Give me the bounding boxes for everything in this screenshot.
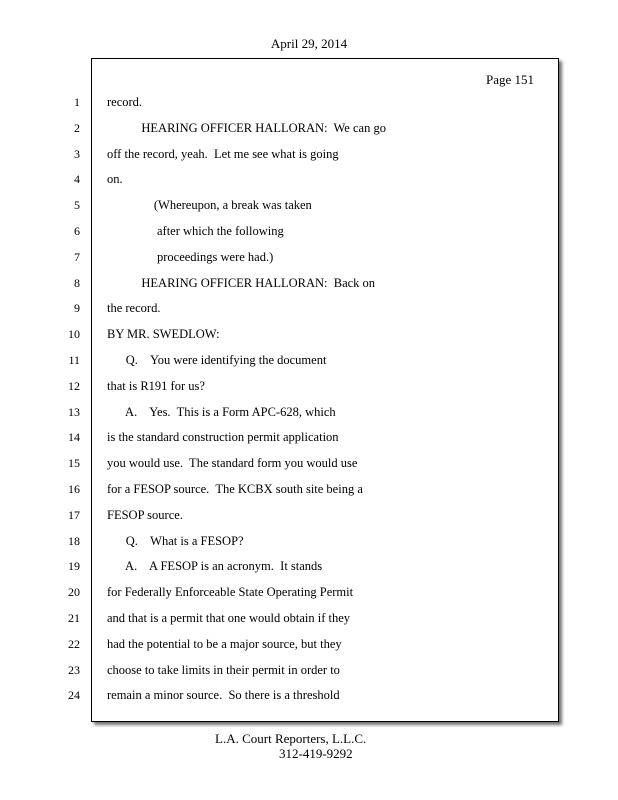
transcript-line: HEARING OFFICER HALLORAN: We can go bbox=[107, 120, 386, 135]
transcript-line: A. A FESOP is an acronym. It stands bbox=[107, 559, 323, 574]
transcript-line: the record. bbox=[107, 301, 161, 316]
transcript-line: you would use. The standard form you would use bbox=[107, 456, 358, 471]
line-number: 11 bbox=[68, 352, 80, 367]
transcript-line: for a FESOP source. The KCBX south site being a bbox=[107, 481, 363, 496]
line-number: 14 bbox=[68, 430, 80, 445]
page-number: Page 151 bbox=[485, 72, 534, 87]
line-number: 4 bbox=[74, 172, 80, 187]
line-number-column bbox=[50, 93, 80, 712]
line-number: 8 bbox=[74, 275, 80, 290]
line-number: 1 bbox=[74, 95, 80, 109]
transcript-line: A. Yes. This is a Form APC-628, which bbox=[107, 404, 336, 419]
line-number: 21 bbox=[68, 610, 80, 625]
transcript-line: record. bbox=[107, 95, 143, 109]
transcript-line: FESOP source. bbox=[107, 507, 183, 522]
transcript-date: April 29, 2014 bbox=[270, 36, 348, 51]
transcript-line: after which the following bbox=[107, 223, 284, 238]
line-number: 13 bbox=[68, 404, 80, 419]
line-number: 15 bbox=[68, 456, 80, 471]
transcript-line: off the record, yeah. Let me see what is going bbox=[107, 146, 339, 161]
transcript-line: Q. You were identifying the document bbox=[107, 352, 327, 367]
transcript-line: proceedings were had.) bbox=[107, 249, 274, 264]
transcript-line: HEARING OFFICER HALLORAN: Back on bbox=[107, 275, 376, 290]
transcript-line: is the standard construction permit application bbox=[107, 430, 339, 445]
line-number: 2 bbox=[74, 120, 80, 135]
line-number: 22 bbox=[68, 636, 80, 651]
transcript-line: BY MR. SWEDLOW: bbox=[107, 327, 220, 342]
transcript-line: Q. What is a FESOP? bbox=[107, 533, 244, 548]
transcript-line: that is R191 for us? bbox=[107, 378, 205, 393]
line-number: 12 bbox=[68, 378, 80, 393]
line-number: 16 bbox=[68, 481, 80, 496]
line-number: 7 bbox=[74, 249, 80, 264]
transcript-line: on. bbox=[107, 172, 123, 187]
line-number: 9 bbox=[74, 301, 80, 316]
line-number: 20 bbox=[68, 585, 80, 600]
line-number: 17 bbox=[68, 507, 80, 522]
transcript-line: for Federally Enforceable State Operating Permit bbox=[107, 585, 354, 600]
line-number: 23 bbox=[68, 662, 80, 677]
reporter-company: L.A. Court Reporters, L.L.C. bbox=[215, 731, 367, 746]
line-number: 3 bbox=[74, 146, 80, 161]
line-number: 19 bbox=[68, 559, 80, 574]
line-number: 5 bbox=[74, 198, 80, 213]
reporter-phone: 312-419-9292 bbox=[279, 746, 353, 761]
line-number: 18 bbox=[68, 533, 80, 548]
transcript-text bbox=[107, 93, 547, 712]
line-number: 24 bbox=[68, 688, 80, 703]
transcript-line: had the potential to be a major source, but they bbox=[107, 636, 342, 651]
transcript-line: choose to take limits in their permit in order to bbox=[107, 662, 340, 677]
line-number: 10 bbox=[68, 327, 80, 342]
transcript-line: remain a minor source. So there is a threshold bbox=[107, 688, 340, 703]
line-number: 6 bbox=[74, 223, 80, 238]
transcript-line: (Whereupon, a break was taken bbox=[107, 198, 312, 213]
transcript-line: and that is a permit that one would obtain if they bbox=[107, 610, 350, 625]
